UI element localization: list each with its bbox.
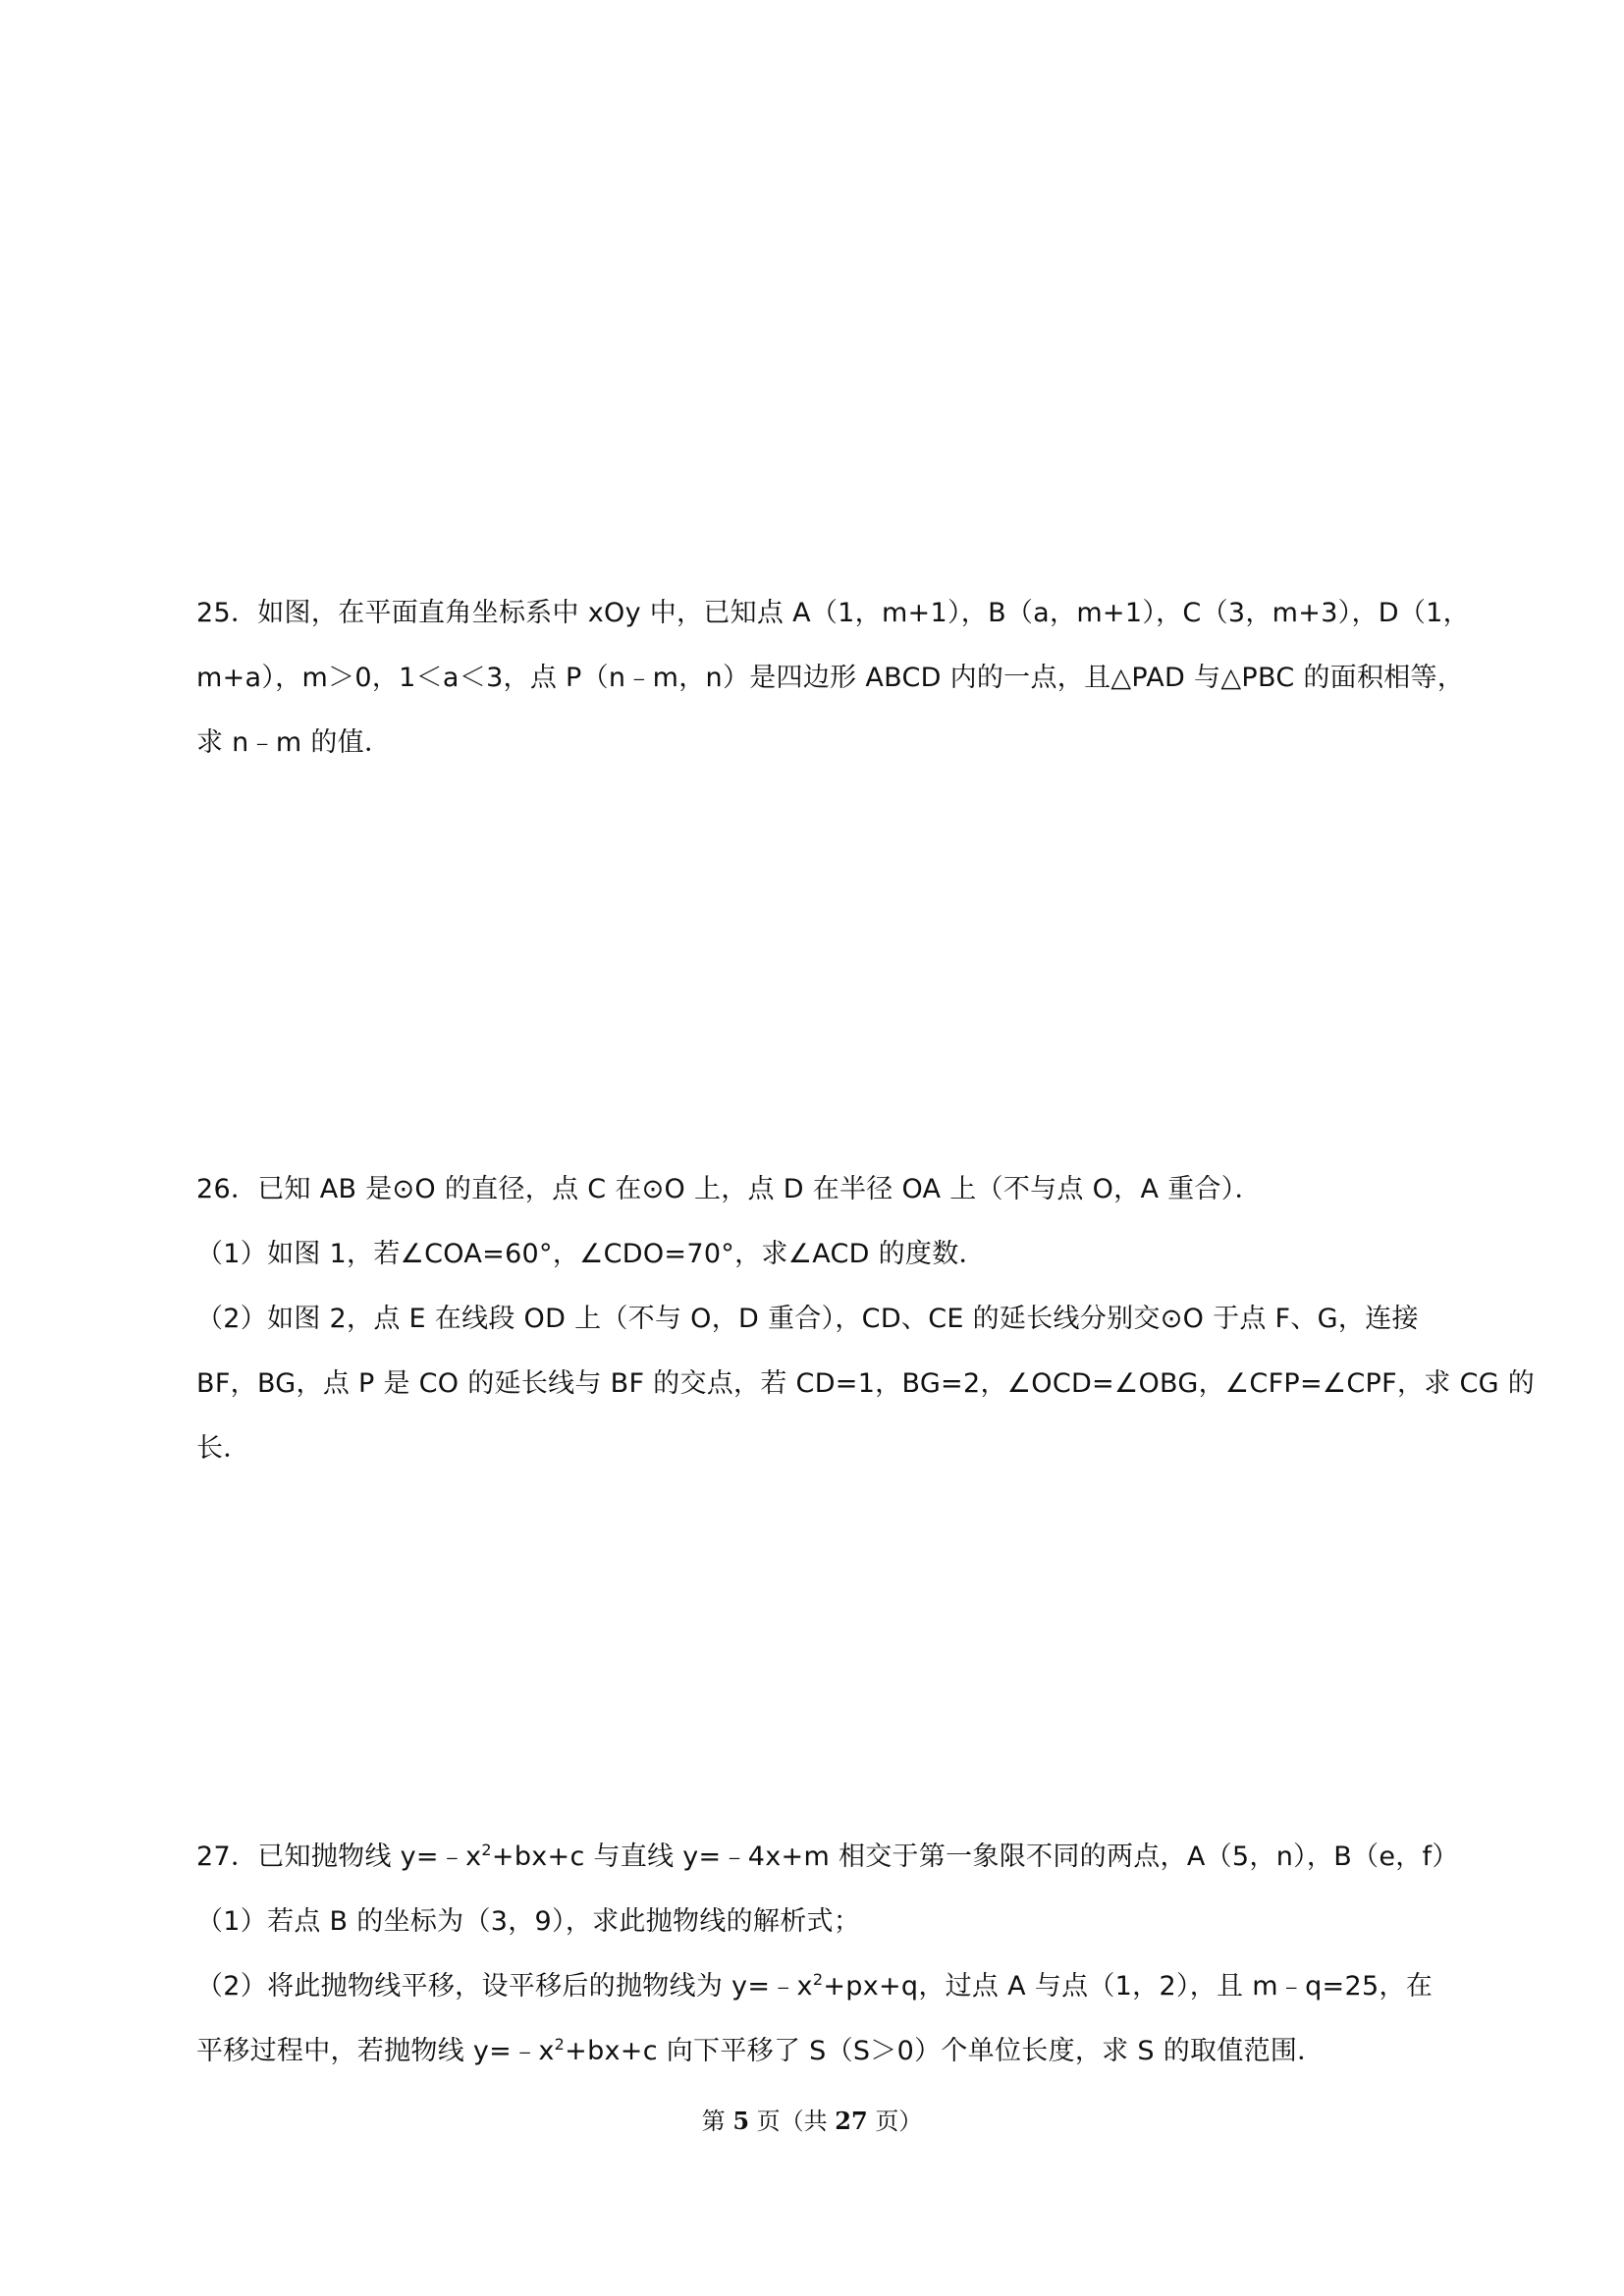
q26-line-5: 长． [196,1433,250,1464]
footer-suffix: 页） [867,2108,923,2135]
superscript: 2 [481,1841,492,1859]
q27-line-3 [196,1970,1433,2006]
q25-line-2: m+a），m＞0，1＜a＜3，点 P（n﹣m，n）是四边形 ABCD 内的一点，且△PAD 与△PBC 的面积相等， [196,663,1465,693]
q25-line-3: 求 n﹣m 的值． [196,727,392,758]
footer-middle: 页（共 [749,2108,836,2135]
q27-line-3-part-a: （2）将此抛物线平移，设平移后的抛物线为 y=﹣x [196,1971,813,2002]
footer-prefix: 第 [701,2108,733,2135]
q25-line-1: 25．如图，在平面直角坐标系中 xOy 中，已知点 A（1，m+1），B（a，m+1），C（3，m+3），D（1， [196,598,1470,628]
page-footer [0,2107,1624,2136]
q27-line-4 [196,2035,1325,2071]
q27-line-4-part-b: +bx+c 向下平移了 S（S＞0）个单位长度，求 S 的取值范围． [565,2036,1325,2066]
superscript: 2 [554,2035,566,2054]
total-pages: 27 [835,2107,868,2135]
q26-line-2: （1）如图 1，若∠COA=60°，∠CDO=70°，求∠ACD 的度数． [196,1239,986,1269]
q26-line-3: （2）如图 2，点 E 在线段 OD 上（不与 O，D 重合），CD、CE 的延长线分别交⊙O 于点 F、G，连接 [196,1304,1419,1334]
q26-line-4: BF，BG，点 P 是 CO 的延长线与 BF 的交点，若 CD=1，BG=2，∠OCD=∠OBG，∠CFP=∠CPF，求 CG 的 [196,1368,1536,1399]
page-number: 5 [732,2107,750,2135]
q27-line-2: （1）若点 B 的坐标为（3，9），求此抛物线的解析式； [196,1906,861,1937]
q27-line-1 [196,1841,1459,1877]
q27-line-4-part-a: 平移过程中，若抛物线 y=﹣x [196,2036,555,2066]
superscript: 2 [812,1970,824,1989]
q27-line-3-part-b: +px+q，过点 A 与点（1，2），且 m﹣q=25，在 [823,1971,1434,2002]
q27-line-1-part-a: 27．已知抛物线 y=﹣x [196,1842,482,1872]
q26-line-1: 26．已知 AB 是⊙O 的直径，点 C 在⊙O 上，点 D 在半径 OA 上（不与点 O，A 重合）． [196,1174,1262,1204]
q27-line-1-part-b: +bx+c 与直线 y=﹣4x+m 相交于第一象限不同的两点，A（5，n），B（e，f） [491,1842,1459,1872]
